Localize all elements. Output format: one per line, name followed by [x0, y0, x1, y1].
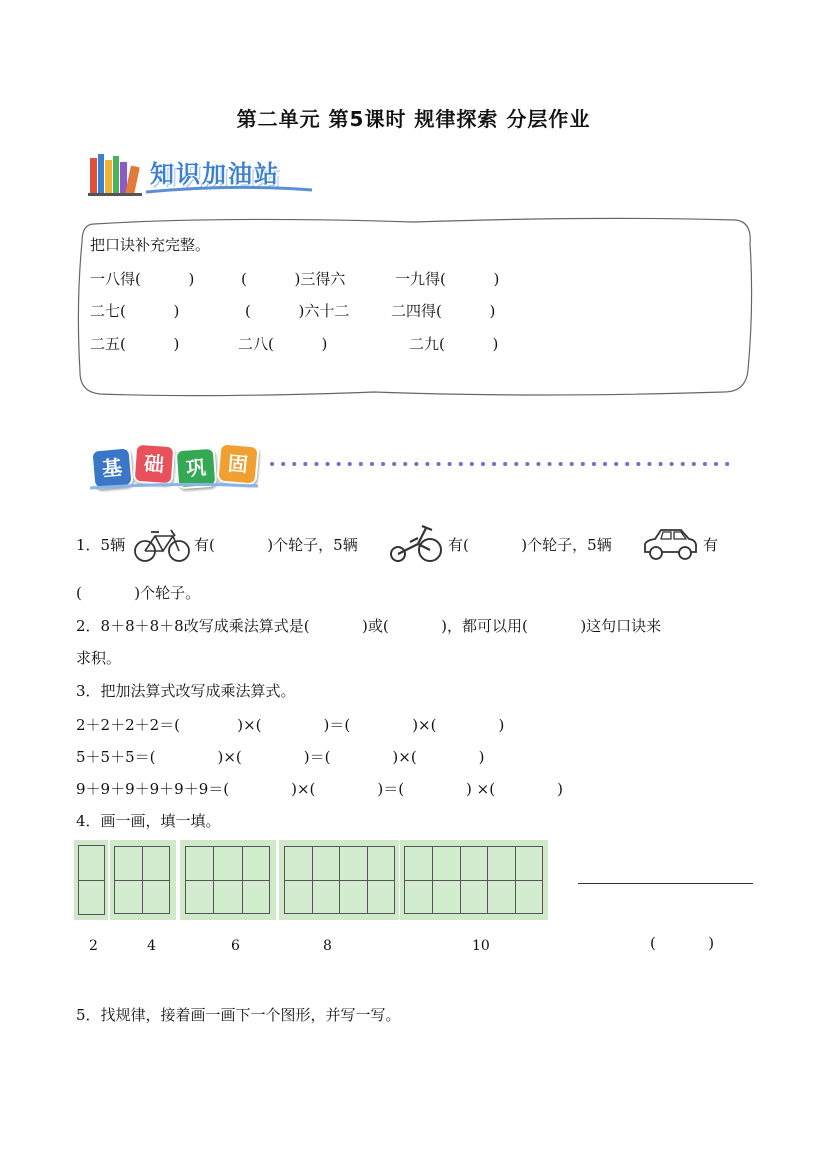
- fill-blank-r1c2[interactable]: ( )三得六: [241, 270, 346, 288]
- fill-blank-r1c1[interactable]: 一八得( ): [90, 270, 195, 288]
- q2-text-line2: 求积。: [76, 649, 122, 667]
- banner-char-1: 基: [90, 446, 133, 489]
- knowledge-instruction: 把口诀补充完整。: [90, 236, 211, 254]
- fill-blank-r3c3[interactable]: 二九( ): [409, 335, 499, 353]
- fill-blank-r1c3[interactable]: 一九得( ): [395, 270, 500, 288]
- dotted-divider: [270, 460, 740, 468]
- fill-blank-r2c3[interactable]: 二四得( ): [391, 302, 496, 320]
- book-stack-icon: [88, 150, 144, 196]
- banner-underline: [86, 480, 266, 492]
- q4-label-6: 6: [231, 938, 240, 954]
- q1-text-c[interactable]: 有( )个轮子，5辆: [448, 536, 612, 554]
- q3-equation-3[interactable]: 9＋9＋9＋9＋9＋9＝( )×( )＝( ) ×( ): [76, 780, 563, 798]
- q4-drawing-line[interactable]: [578, 883, 753, 884]
- q4-label-4: 4: [147, 938, 156, 954]
- q4-answer-blank[interactable]: ( ): [650, 934, 715, 952]
- q3-equation-1[interactable]: 2＋2＋2＋2＝( )×( )＝( )×( ): [76, 716, 505, 734]
- fill-blank-r3c2[interactable]: 二八( ): [238, 335, 328, 353]
- fill-blank-r2c1[interactable]: 二七( ): [90, 302, 180, 320]
- fill-blank-r2c2[interactable]: ( )六十二: [245, 302, 350, 320]
- car-icon: [641, 526, 699, 562]
- q4-label-8: 8: [323, 938, 332, 954]
- q1-text-d: 有: [703, 536, 719, 554]
- basic-practice-banner: [86, 440, 746, 494]
- knowledge-banner: [88, 148, 318, 198]
- knowledge-banner-text: 知识加油站: [150, 160, 280, 188]
- q1-text-b[interactable]: 有( )个轮子，5辆: [194, 536, 358, 554]
- q4-label-10: 10: [472, 938, 490, 954]
- page-title: 第二单元 第5课时 规律探索 分层作业: [236, 107, 591, 131]
- q4-intro: 4．画一画，填一填。: [76, 812, 221, 830]
- q1-text-line2[interactable]: ( )个轮子。: [76, 584, 201, 602]
- q5-text: 5．找规律，接着画一画下一个图形，并写一写。: [76, 1006, 401, 1024]
- tricycle-icon: [388, 522, 444, 564]
- banner-swoosh: [144, 184, 314, 196]
- q3-intro: 3．把加法算式改写成乘法算式。: [76, 682, 296, 700]
- q4-label-2: 2: [89, 938, 98, 954]
- q1-text-a: 1．5辆: [76, 536, 126, 554]
- banner-char-4: 固: [216, 442, 259, 485]
- banner-char-3: 巩: [175, 447, 218, 490]
- q3-equation-2[interactable]: 5＋5＋5＝( )×( )＝( )×( ): [76, 748, 485, 766]
- fill-blank-r3c1[interactable]: 二五( ): [90, 335, 180, 353]
- q2-text-line1[interactable]: 2．8＋8＋8＋8改写成乘法算式是( )或( )，都可以用( )这句口诀来: [76, 617, 662, 635]
- banner-char-2: 础: [133, 443, 176, 486]
- bicycle-icon: [133, 526, 191, 564]
